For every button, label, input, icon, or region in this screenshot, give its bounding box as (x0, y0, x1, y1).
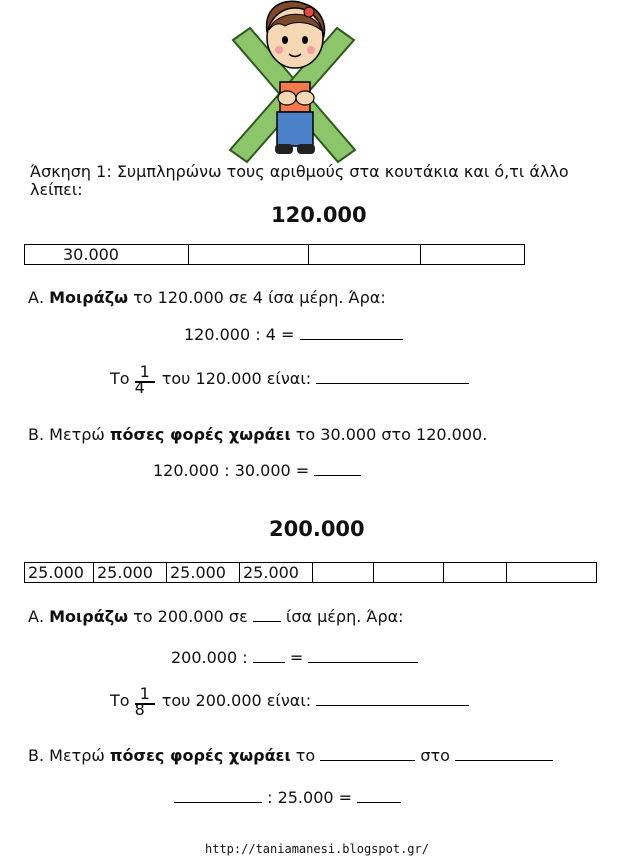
section2-part-b: Β. Μετρώ πόσες φορές χωράει το στο (28, 746, 553, 765)
answer-blank[interactable] (174, 788, 262, 803)
answer-blank[interactable] (300, 325, 403, 340)
footer-url[interactable]: http://taniamanesi.blogspot.gr/ (205, 842, 429, 856)
section1-box-table (24, 244, 525, 265)
box-cell[interactable] (189, 245, 309, 265)
exercise-title: Άσκηση 1: Συμπληρώνω τους αριθμούς στα κουτάκια και ό,τι άλλο λείπει: (30, 162, 569, 199)
section2-heading: 200.000 (269, 517, 365, 541)
section1-part-a: Α. Μοιράζω το 120.000 σε 4 ίσα μέρη. Άρα: (28, 288, 386, 307)
section1-equation1: 120.000 : 4 = (184, 325, 403, 344)
answer-blank[interactable] (320, 746, 415, 761)
section1-heading: 120.000 (271, 203, 367, 227)
box-cell[interactable] (444, 563, 507, 583)
answer-blank[interactable] (308, 648, 418, 663)
answer-blank[interactable] (316, 691, 469, 706)
box-cell[interactable] (309, 245, 421, 265)
section2-equation2: : 25.000 = (174, 788, 401, 807)
box-cell[interactable]: 25.000 (25, 563, 94, 583)
fraction-one-quarter: $\frac{1}{4}$ (135, 364, 157, 384)
box-cell[interactable]: 25.000 (94, 563, 167, 583)
box-cell[interactable] (507, 563, 597, 583)
answer-blank[interactable] (357, 788, 401, 803)
box-cell[interactable] (313, 563, 374, 583)
box-cell[interactable] (421, 245, 525, 265)
box-cell[interactable] (374, 563, 444, 583)
answer-blank[interactable] (455, 746, 553, 761)
answer-blank[interactable] (316, 369, 469, 384)
box-cell[interactable]: 30.000 (25, 245, 189, 265)
section2-fraction-line: Το $\frac{1}{8}$ του 200.000 είναι: (110, 686, 469, 710)
section1-part-b: Β. Μετρώ πόσες φορές χωράει το 30.000 στο 120.000. (28, 425, 488, 444)
answer-blank[interactable] (253, 607, 281, 622)
box-cell[interactable]: 25.000 (167, 563, 240, 583)
girl-x-clipart (225, 0, 360, 165)
box-cell[interactable]: 25.000 (240, 563, 313, 583)
section2-box-table (24, 562, 597, 583)
answer-blank[interactable] (314, 461, 361, 476)
section1-equation2: 120.000 : 30.000 = (153, 461, 361, 480)
section1-fraction-line: Το $\frac{1}{4}$ του 120.000 είναι: (110, 364, 469, 388)
section2-equation1: 200.000 : = (171, 648, 418, 667)
section2-part-a: Α. Μοιράζω το 200.000 σε ίσα μέρη. Άρα: (28, 607, 404, 626)
answer-blank[interactable] (253, 648, 285, 663)
fraction-one-eighth: $\frac{1}{8}$ (135, 686, 157, 706)
